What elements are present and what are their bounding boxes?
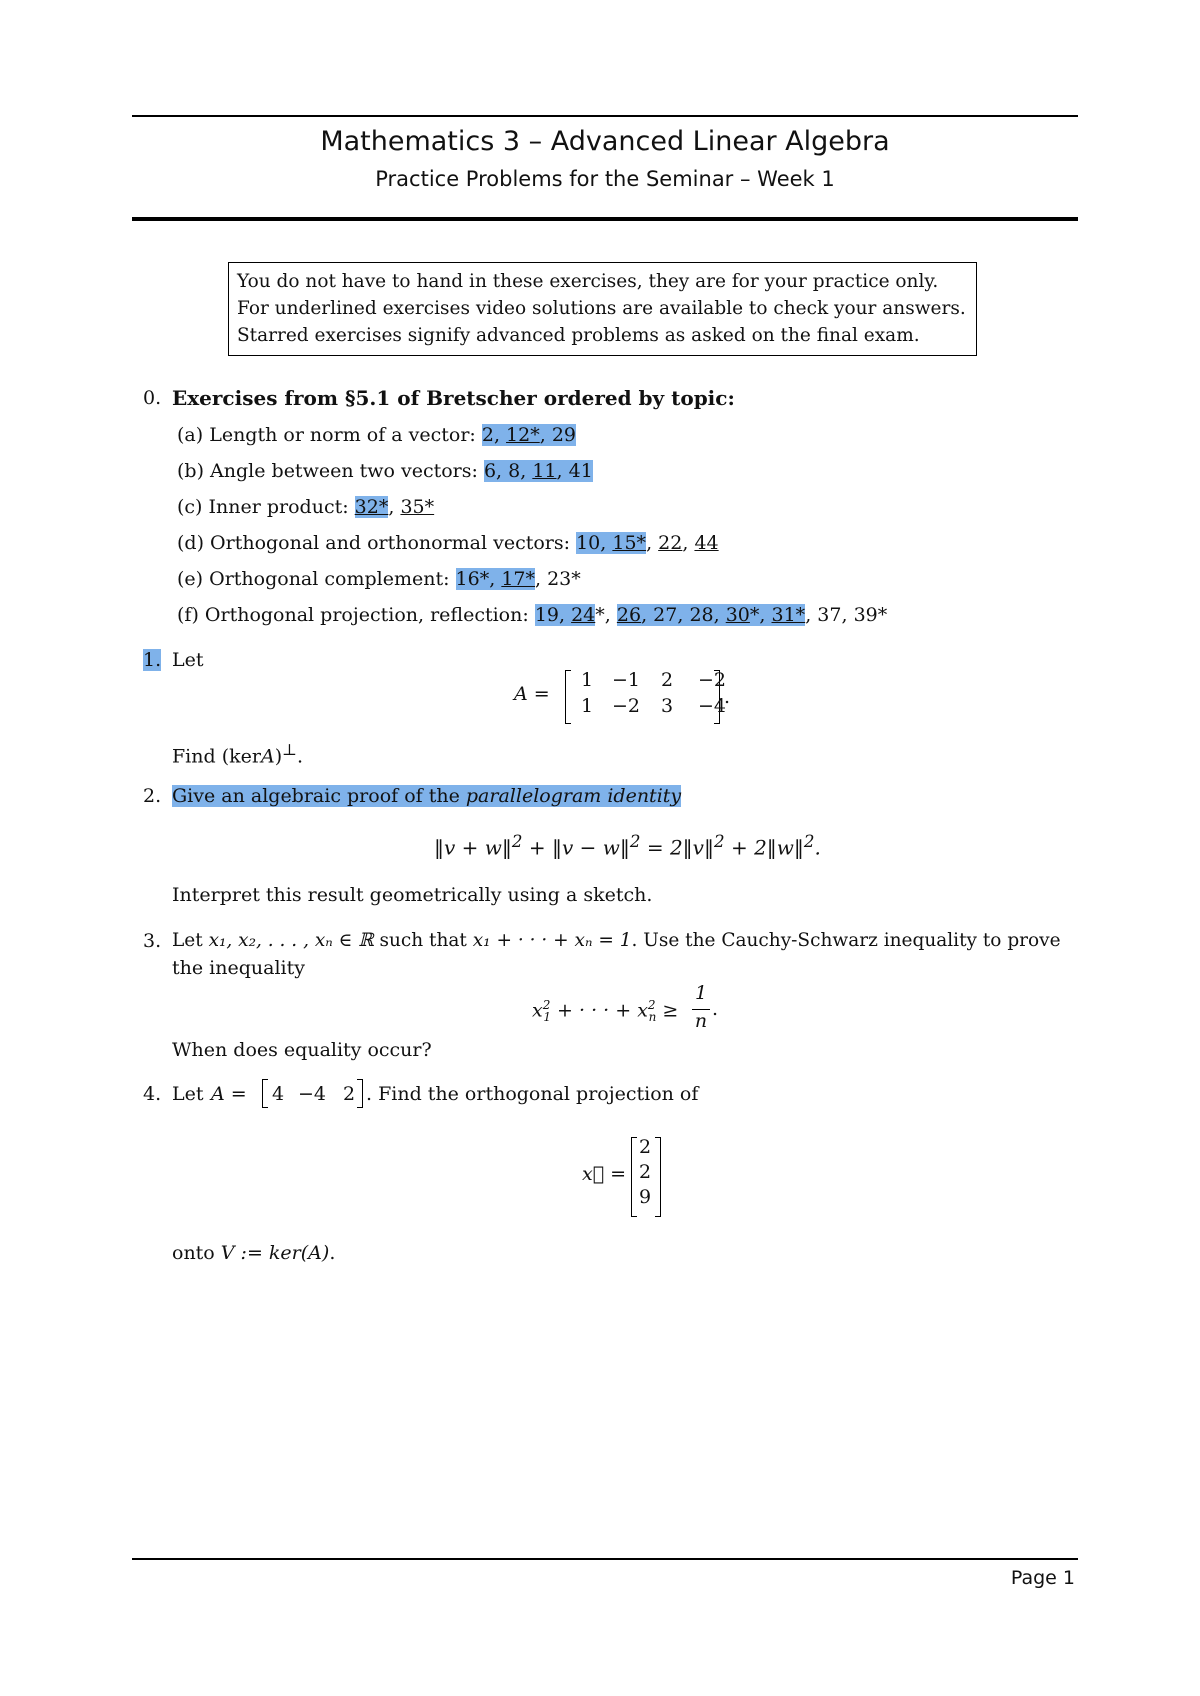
- problem4-intro-text: Let: [172, 1083, 204, 1105]
- problem3-line2: the inequality: [172, 957, 305, 979]
- matrix-entry: 3: [660, 695, 674, 717]
- ineq-part: ≥: [656, 999, 679, 1022]
- problem4-onto: [172, 1242, 335, 1264]
- matrix-entry: −2: [611, 695, 640, 717]
- topic-tag: (e): [177, 568, 204, 590]
- exercise-ref: 15*: [612, 532, 647, 554]
- exercise-ref: 19: [534, 604, 559, 626]
- exercise-ref: 22: [658, 532, 683, 554]
- problem0-heading: Exercises from §5.1 of Bretscher ordered by topic:: [172, 386, 735, 410]
- notice-line: For underlined exercises video solutions are available to check your answers.: [237, 298, 966, 319]
- matrix-lhs: A =: [514, 683, 550, 705]
- row-matrix-A: [266, 1083, 364, 1105]
- parallelogram-equation: [434, 832, 821, 860]
- p3-text: . Use the Cauchy-Schwarz inequality to prove: [631, 930, 1061, 951]
- topic-c: (c) Inner product: 32*, 35*: [177, 496, 435, 518]
- exercise-ref: 24: [571, 604, 596, 626]
- topic-b: [177, 460, 593, 482]
- matrix-A: [572, 669, 740, 717]
- topic-label: Orthogonal complement:: [209, 568, 456, 590]
- topic-a: [177, 424, 576, 446]
- matrix-entry: 1: [580, 669, 594, 691]
- topic-d: (d) Orthogonal and orthonormal vectors: 10, 15*, 22, 44: [177, 532, 719, 554]
- topic-label: Angle between two vectors:: [210, 460, 484, 482]
- eq-part: .: [814, 835, 821, 860]
- exercise-ref: 44: [694, 532, 719, 554]
- problem4-after: . Find the orthogonal projection of: [366, 1083, 699, 1105]
- ask-var: A: [260, 745, 275, 768]
- notice-line: You do not have to hand in these exercises, they are for your practice only.: [237, 271, 939, 292]
- top-rule-thick: [132, 217, 1078, 221]
- exercise-ref: 11: [532, 460, 557, 482]
- exercise-ref: 6: [483, 460, 497, 482]
- ask-text: Find (ker: [172, 745, 261, 768]
- matrix-entry: −4: [697, 695, 726, 717]
- course-title: Mathematics 3 – Advanced Linear Algebra: [320, 126, 890, 157]
- eq-part: = 2‖v‖: [640, 835, 714, 860]
- eq-part: ‖v + w‖: [434, 835, 512, 860]
- exercise-ref: 16*: [455, 568, 490, 590]
- ineq-sub: 1: [543, 1010, 551, 1025]
- problem2-follow: Interpret this result geometrically using a sketch.: [172, 884, 653, 906]
- exercise-ref: 12*: [506, 424, 540, 446]
- exercise-ref: 29: [551, 424, 577, 446]
- topic-tag: (a): [177, 424, 204, 446]
- problem-number: 4.: [143, 1083, 162, 1105]
- exercise-ref: 41: [568, 460, 593, 482]
- bracket-right: [655, 1137, 661, 1217]
- topic-tag: (d): [177, 532, 204, 554]
- bracket-right: [357, 1079, 363, 1108]
- exercise-ref: 31*: [771, 604, 806, 626]
- exercise-star: *: [749, 604, 760, 626]
- problem-number: 0.: [143, 387, 162, 409]
- notice-box: [228, 262, 977, 356]
- exercise-ref: 10: [576, 532, 601, 554]
- topic-tag: (c): [177, 496, 203, 518]
- ineq-sub: n: [648, 1010, 657, 1025]
- p3-text: Let: [172, 930, 209, 951]
- matrix-entry: 1: [580, 695, 594, 717]
- problem1-intro: Let: [172, 649, 204, 671]
- exercise-ref: 26: [616, 604, 642, 626]
- exercise-highlight: 6, 8, 11, 41: [483, 460, 593, 482]
- ineq-period: .: [712, 998, 719, 1020]
- topic-f: (f) Orthogonal projection, reflection: 19, 24*, 26, 27, 28, 30*, 31*, 37, 39*: [177, 604, 888, 626]
- exercise-highlight: 26, 27, 28, 30*, 31*: [616, 604, 806, 626]
- topic-label: Orthogonal projection, reflection:: [204, 604, 535, 626]
- eq-exp: 2: [511, 832, 523, 851]
- topic-label: Length or norm of a vector:: [209, 424, 482, 446]
- problem2-term: parallelogram identity: [465, 785, 682, 807]
- bracket-left: [565, 670, 571, 724]
- exercise-ref: 27: [653, 604, 678, 626]
- ask-text: .: [297, 745, 304, 768]
- ask-sup: ⊥: [282, 740, 297, 759]
- exercise-ref: 23*: [547, 568, 581, 590]
- exercise-ref: 35*: [400, 496, 435, 518]
- p3-text: such that: [373, 930, 473, 951]
- exercise-ref: 39*: [853, 604, 888, 626]
- exercise-ref: 2: [481, 424, 494, 446]
- onto-text: onto: [172, 1242, 221, 1264]
- frac-den: n: [694, 1010, 708, 1032]
- exercise-ref: 28: [689, 604, 714, 626]
- problem3-follow: When does equality occur?: [172, 1039, 432, 1061]
- topic-tag: (f): [177, 604, 199, 626]
- matrix-entry: −1: [611, 669, 640, 691]
- topic-tag: (b): [177, 460, 204, 482]
- matrix-entry: −4: [297, 1083, 326, 1105]
- vector-entry: 9: [638, 1186, 652, 1208]
- matrix-entry: −2: [697, 669, 726, 691]
- exercise-ref: 30: [725, 604, 750, 626]
- exercise-highlight: 19, 24: [534, 604, 596, 626]
- eq-exp: 2: [713, 832, 725, 851]
- exercise-highlight: 16*, 17*: [455, 568, 535, 590]
- p3-math: x₁, x₂, . . . , xₙ ∈ ℝ: [208, 930, 374, 951]
- ask-text: ): [274, 745, 283, 768]
- vector-entry: 2: [638, 1161, 652, 1183]
- problem2-text: [172, 785, 681, 807]
- matrix-entry: 2: [660, 669, 674, 691]
- eq-exp: 2: [803, 832, 815, 851]
- problem-number: 2.: [143, 785, 162, 807]
- problem-number: 1.: [143, 649, 162, 671]
- top-rule-thin: [132, 115, 1078, 117]
- page-number: Page 1: [1010, 1567, 1075, 1589]
- exercise-ref: 37: [817, 604, 842, 626]
- problem-number: 3.: [143, 930, 162, 952]
- problem2-lead: Give an algebraic proof of the: [172, 785, 466, 807]
- problem2-highlight: [172, 785, 681, 807]
- topic-label: Inner product:: [208, 496, 355, 518]
- problem4-lhs: A =: [211, 1083, 247, 1105]
- matrix-entry: 4: [271, 1083, 285, 1105]
- topic-label: Orthogonal and orthonormal vectors:: [210, 532, 577, 554]
- eq-exp: 2: [629, 832, 641, 851]
- ineq-exp: 2: [542, 998, 551, 1012]
- onto-text: .: [329, 1242, 336, 1264]
- frac-num: 1: [694, 982, 708, 1004]
- matrix-period: .: [724, 686, 731, 708]
- exercise-ref: 32*: [354, 496, 389, 518]
- problem3-line1: [172, 930, 1061, 951]
- footer-rule: [132, 1558, 1078, 1560]
- topic-e: (e) Orthogonal complement: 16*, 17*, 23*: [177, 568, 581, 590]
- notice-line: Starred exercises signify advanced problems as asked on the final exam.: [237, 325, 920, 346]
- eq-part: + 2‖w‖: [724, 835, 804, 860]
- exercise-highlight: 10, 15*: [576, 532, 647, 554]
- eq-part: + ‖v − w‖: [522, 835, 630, 860]
- problem1-ask: [172, 740, 303, 767]
- page-subtitle: Practice Problems for the Seminar – Week 1: [375, 167, 835, 191]
- ineq-part: + · · · + x: [551, 999, 648, 1022]
- ineq-exp: 2: [647, 998, 656, 1012]
- vector-entry: 2: [638, 1136, 652, 1158]
- onto-math: V := ker(A): [220, 1242, 330, 1264]
- p3-math: x₁ + · · · + xₙ = 1: [472, 930, 632, 951]
- matrix-entry: 2: [342, 1083, 356, 1105]
- exercise-ref: 8: [508, 460, 521, 482]
- vector-lhs: x⃗ =: [582, 1163, 627, 1185]
- exercise-star: *: [595, 604, 605, 626]
- exercise-highlight: 2, 12*, 29: [481, 424, 577, 446]
- inequality: [532, 998, 678, 1024]
- ineq-part: x: [532, 999, 543, 1022]
- exercise-ref: 17*: [501, 568, 535, 590]
- vector-x: [636, 1136, 654, 1208]
